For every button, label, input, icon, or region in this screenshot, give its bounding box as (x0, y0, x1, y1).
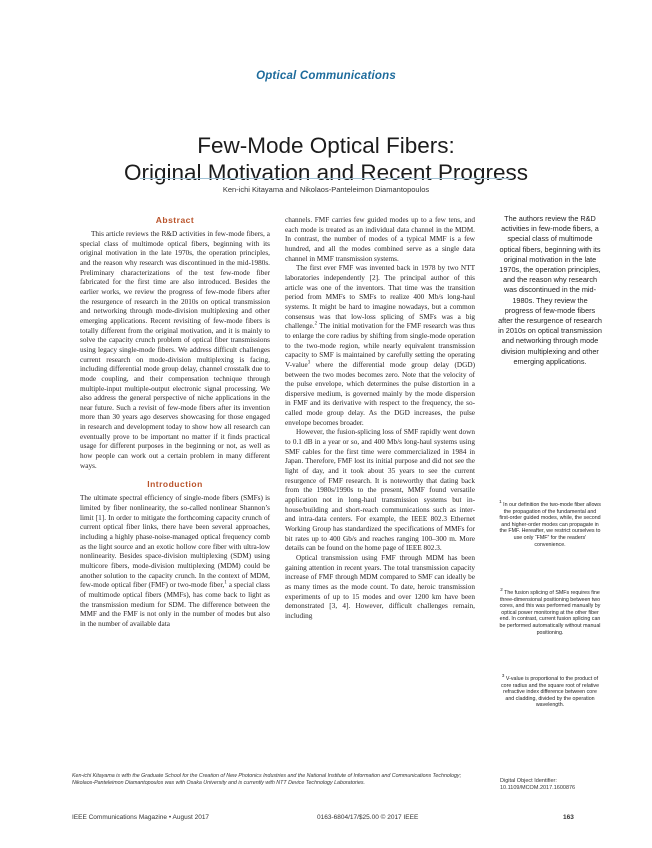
title-divider (140, 178, 512, 179)
section-label: Optical Communications (256, 70, 396, 82)
introduction-heading: Introduction (147, 479, 203, 490)
mid-paragraph-2: The first ever FMF was invented back in 1978 by two NTT laboratories independently [2]. The principal author of this article was one of the inventors. That time was the transition period from MMFs to SMFs to realize 400 Mb/s long-haul systems. It might be hard to imagine nowadays, but a common consensus was that low-loss splicing of SMFs was a big challenge.$^2$ The initial motivation for the FMF research was thus to enlarge the core radius by shifting from single-mode operation to the two-mode region, while nearly equivalent transmission capacity to SMF is maintained by carefully setting the operating V-value$^3$ where the differential mode group delay (DGD) between the two modes becomes zero. Note that the velocity of the pulse envelope, which determines the pulse distortion in a dispersive medium, is governed mainly by the mode dispersion in FMF and its derivative with respect to the frequency, the so-called mode group delay. As the DGD increases, the pulse envelope becomes broader. (285, 264, 475, 427)
abstract-body (80, 230, 270, 471)
mid-paragraph-4: Optical transmission using FMF through MDM has been gaining attention in recent years. The total transmission capacity increase of FMF through MDM compared to SMF can ideally be as many times as the mode count. To date, heroic transmission experiments of up to 15 modes and over 1200 km have been demonstrated [3, 4]. However, difficult challenges remain, including (285, 553, 475, 620)
middle-body (285, 216, 475, 622)
footnote-1: $^1$ In our definition the two-mode fiber allows the propagation of the fundamental and first-order guided modes, while, the second and higher-order modes can propagate in the FMF. Hereafter, we restrict ourselves to use only “FMF” for the readers’ convenience. (499, 499, 601, 548)
author-affiliation: Ken-ichi Kitayama is with the Graduate School for the Creation of New Photonics Industries and the National Institute of Information and Communications Technology; Nikolaos-Panteleimon Diamantopoulos was with Osaka University and is currently with NTT Device Technology Laboratories. (72, 773, 462, 787)
footnote-ref-1[interactable]: 1 (224, 580, 227, 586)
footnote-2: $^2$ The fusion splicing of SMFs requires fine three-dimensional positioning between two cores, and this was performed manually by optical power monitoring at the other fiber end. In contrast, current fusion splicing can be performed automatically without manual positioning. (499, 587, 601, 636)
left-column (80, 215, 270, 630)
title-line-2: Original Motivation and Recent Progress (124, 160, 528, 185)
abstract-heading: Abstract (155, 215, 195, 225)
page-number: 163 (563, 814, 574, 821)
mid-paragraph-3: However, the fusion-splicing loss of SMF rapidly went down to 0.1 dB in a year or so, and 400 Mb/s long-haul systems using SMF cables for the first time were commercialized in 1984 in Japan. Therefore, FMF lost its initial purpose and did not see the light of day, and it took about 35 years to see the current resurgence of FMF research. It is noteworthy that dating back from the 1980s/1990s to the present, MMF found versatile application not in long-haul transmission systems but in-house/building and short-reach communications such as inter- and intra-data centers. For example, the IEEE 802.3 Ethernet Working Group has standardized the specifications of MMFs for bit rates up to 400 Gb/s and reaches ranging 100–300 m. More details can be found on the home page of IEEE 802.3. (285, 428, 475, 553)
doi (500, 778, 600, 792)
authors: Ken-ichi Kitayama and Nikolaos-Panteleimon Diamantopoulos (222, 185, 430, 194)
abstract-text: This article reviews the R&D activities in few-mode fibers, a special class of multimode optical fibers, beginning with its original motivation in the late 1970s, the operation principles, and the reason why research was discontinued in the mid-1980s. Preliminary characterizations of the test few-mode fiber fabricated for the first time are also introduced. Besides the earlier works, we review the progress of few-mode fibers after the resurgence of research in the 2010s on optical transmission and networking through mode-division multiplexing and other emerging applications. Recent revisiting of few-mode fibers is totally different from the original motivation, and it is mainly to solve the capacity crunch problem of optical fiber transmissions using legacy single-mode fibers. We address difficult challenges current research on mode-division multiplexing is facing, including differential mode group delay, channel crosstalk due to mode coupling, and their compensation technique through multiple-input multiple-output electronic signal processing. We also address the general perspective of niche applications in the near future. Such a revisit of few-mode fibers after its invention more than 30 years ago deserves showcasing for those engaged in research and development today to show how all research can eventually prove to be important no matter if it finds practical usage for different purposes in the beginning or not, as well as how people can work out a certain problem in many different ways. (80, 230, 270, 470)
footer-journal: IEEE Communications Magazine • August 2017 (72, 814, 210, 821)
doi-label: Digital Object Identifier: (500, 778, 557, 784)
intro-paragraph-1: The ultimate spectral efficiency of single-mode fibers (SMFs) is limited by fiber nonlinearity, the so-called nonlinear Shannon’s limit [1]. In order to mitigate the forthcoming capacity crunch of current optical fiber links, there have been several approaches, including a highly phase-noise-managed optical frequency comb as the light source and an exotic hollow core fiber with ultra-low nonlinearity. Besides space-division multiplexing (SDM) using multicore fibers, mode-division multiplexing (MDM) could be another solution to the capacity crunch. In the context of MDM, few-mode optical fiber (FMF) or two-mode fiber,$^1$ a special class of multimode optical fibers (MMFs), has come back to light as the transmission medium for SDM. The difference between the MMF and the FMF is not only in the number of modes but also in the number of available data (80, 494, 270, 628)
footnote-3: $^3$ V-value is proportional to the product of core radius and the square root of relative refractive index difference between core and cladding, divided by the operation wavelength. (500, 673, 600, 709)
footnote-ref-3[interactable]: 3 (307, 360, 311, 366)
doi-value[interactable]: 10.1109/MCOM.2017.1600876 (500, 785, 576, 791)
footnote-ref-2[interactable]: 2 (314, 321, 318, 327)
mid-paragraph-1: channels. FMF carries few guided modes up to a few tens, and each mode is treated as an individual data channel in the MDM. In contrast, the number of modes of a typical MMF is a few hundred, and all the modes combined serve as a single data channel in MMF transmission systems. (285, 216, 475, 263)
introduction-body (80, 494, 270, 629)
margin-summary: The authors review the R&D activities in few-mode fibers, a special class of multimode optical fibers, beginning with its original motivation in the late 1970s, the operation principles, and the reason why research was discontinued in the mid-1980s. They review the progress of few-mode fibers after the resurgence of research in 2010s on optical transmission and networking through mode division multiplexing and other emerging applications. (498, 214, 602, 366)
footer-copyright: 0163-6804/17/$25.00 © 2017 IEEE (317, 814, 419, 821)
middle-column (285, 216, 475, 622)
title-line-1: Few-Mode Optical Fibers: (197, 133, 455, 158)
